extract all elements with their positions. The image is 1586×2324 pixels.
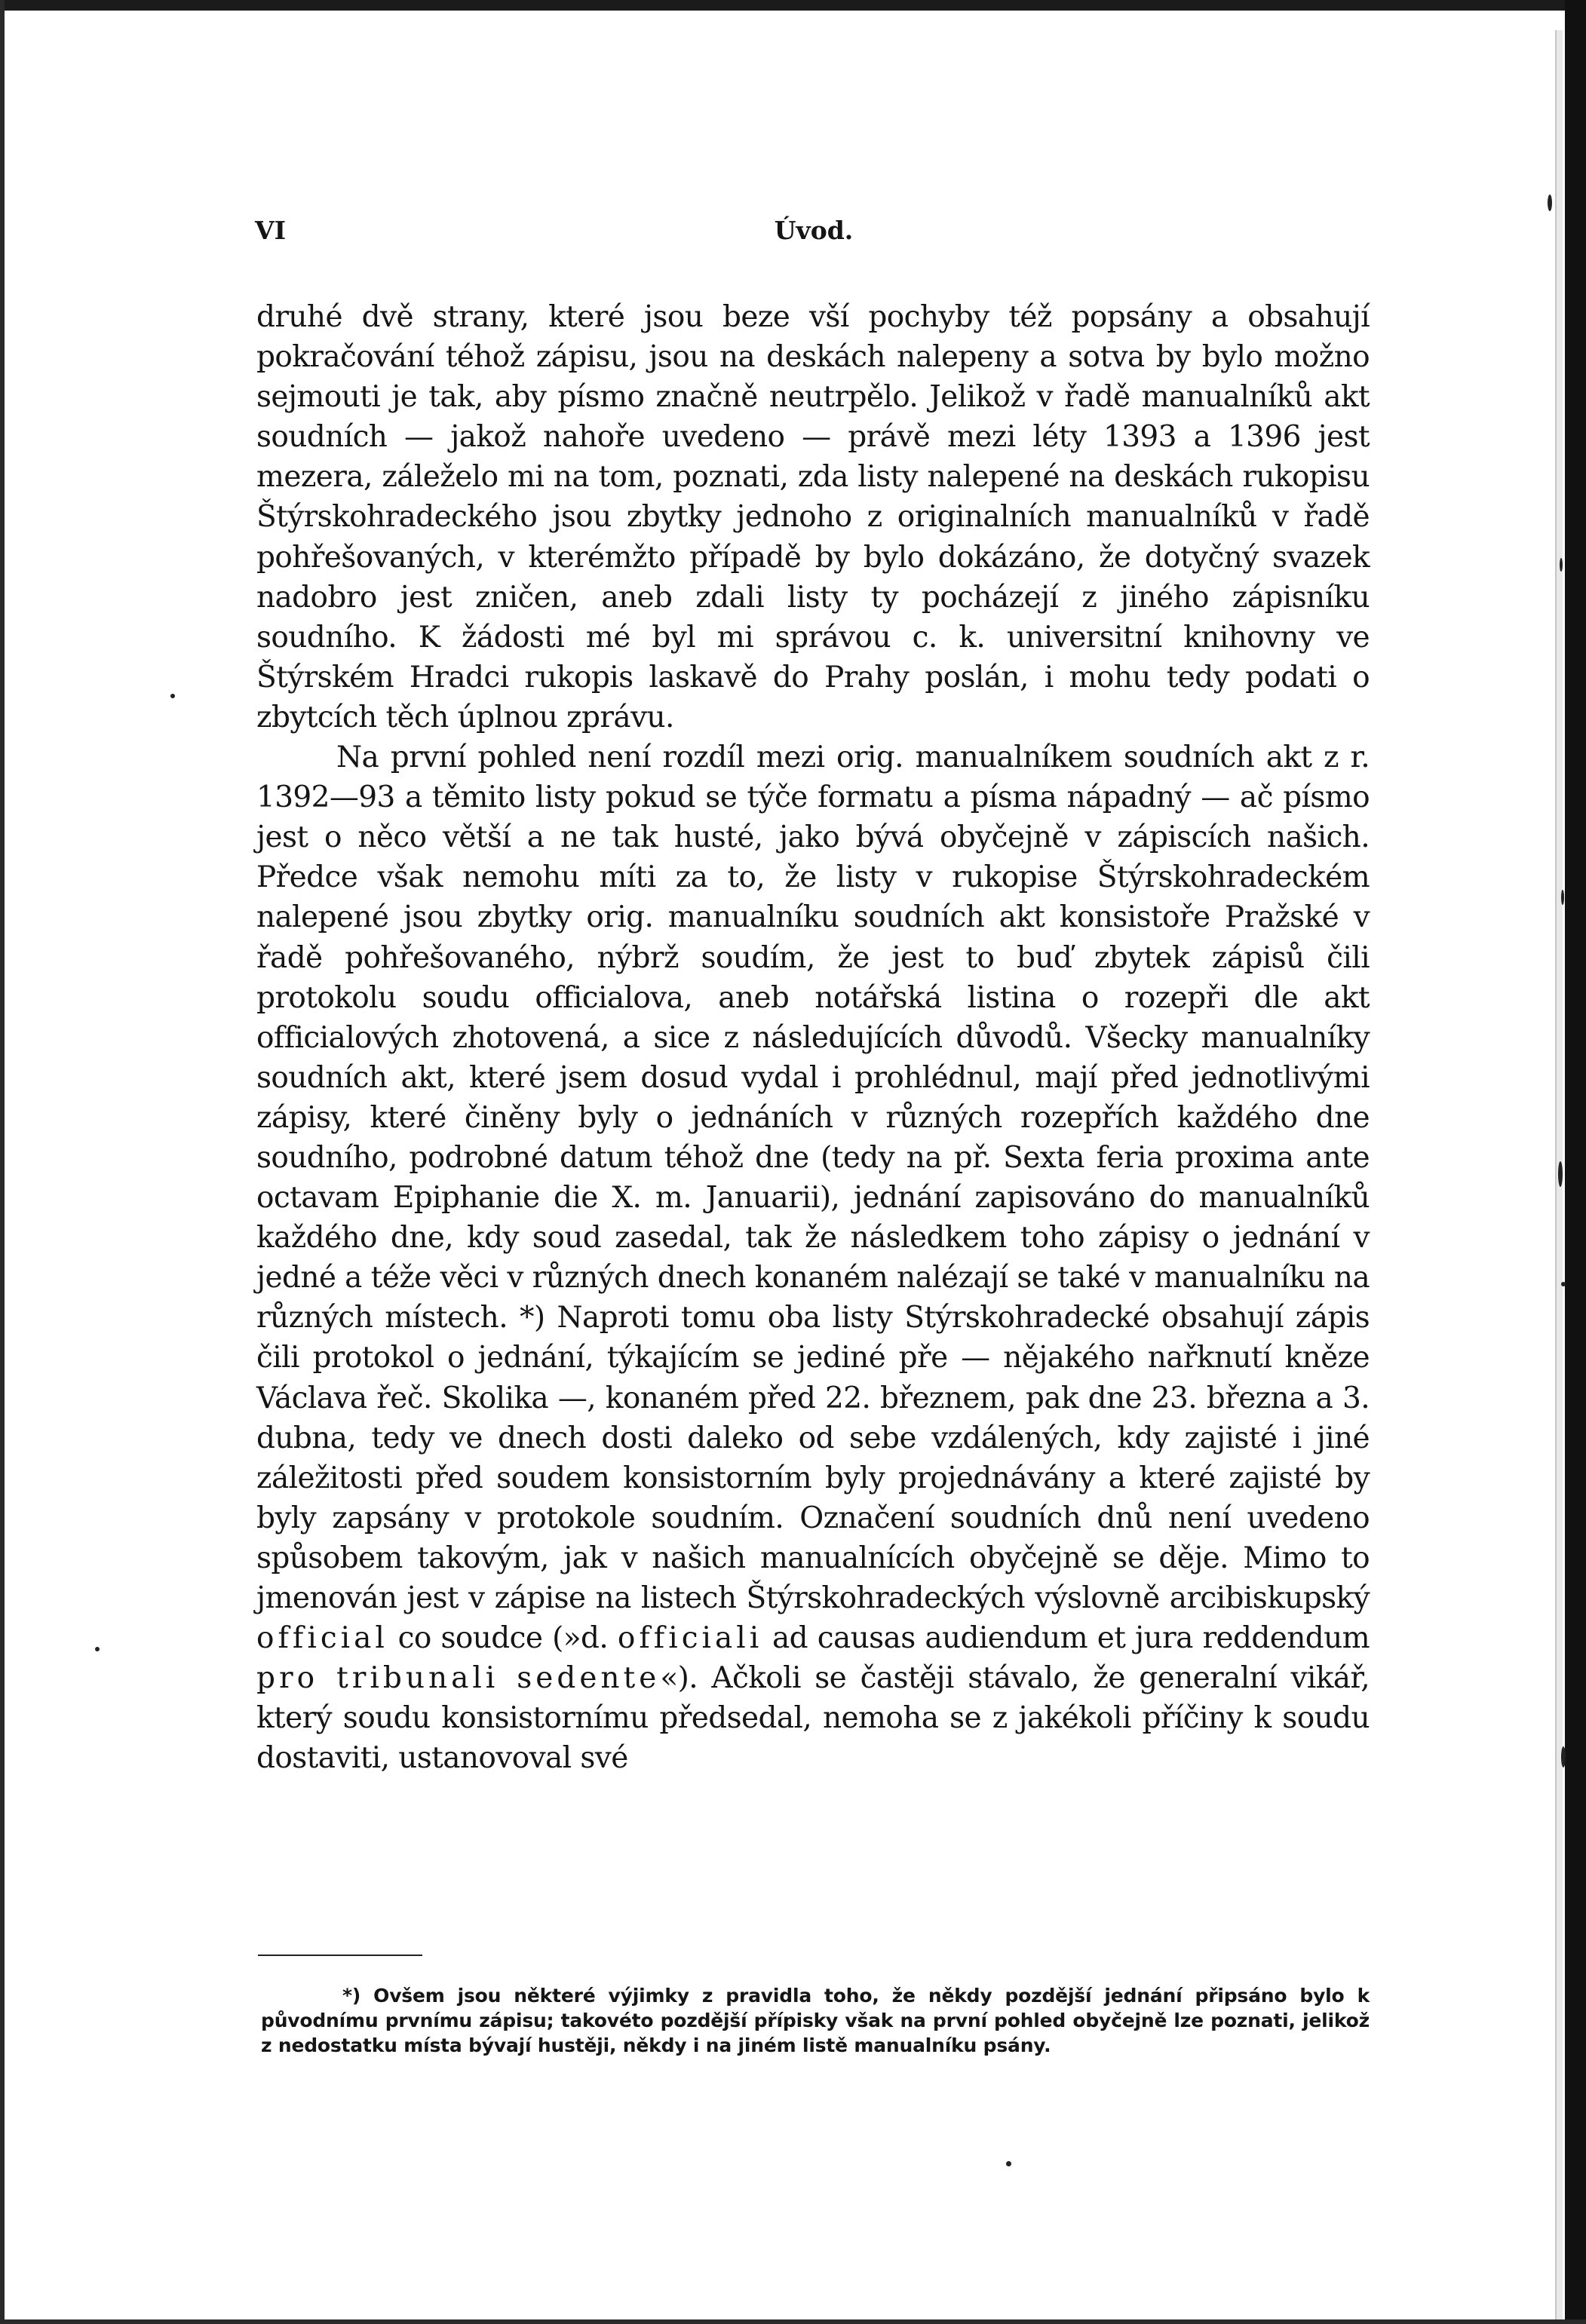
paragraph xyxy=(256,297,1370,737)
paragraph-text: druhé dvě strany, které jsou beze vší pochyby též popsány a obsahují pokračování téhož zápisu, jsou na deskách nalepeny a sotva by bylo možno sejmouti je tak, aby písmo značně neutrpělo. Jelikož v řadě manualníků akt soudních — jakož nahoře uvedeno — právě mezi léty 1393 a 1396 jest mezera, záleželo mi na tom, poznati, zda listy nalepené na deskách rukopisu Štýrskohradeckého jsou zbytky jednoho z originalních manualníků v řadě pohřešovaných, v kterémžto případě by bylo dokázáno, že dotyčný svazek nadobro jest zničen, aneb zdali listy ty pocházejí z jiného zápisníku soudního. K žádosti mé byl mi správou c. k. universitní knihovny ve Štýrském Hradci rukopis laskavě do Prahy poslán, i mohu tedy podati o zbytcích těch úplnou zprávu. xyxy=(256,300,1370,734)
speck xyxy=(1561,1746,1566,1768)
speck xyxy=(1548,195,1552,211)
running-title: Úvod. xyxy=(774,216,854,245)
footnote: *) Ovšem jsou některé výjimky z pravidla toho, že někdy pozdější jednání připsáno bylo k původnímu prvnímu zápisu; takovéto pozdější přípisky však na první pohled obyčejně lze poznati, jelikož z nedostatku místa bývají hustěji, někdy i na jiném listě manualníku psány. xyxy=(261,1985,1370,2056)
scan-border-right xyxy=(1565,0,1586,2324)
speck xyxy=(95,1647,100,1651)
body-text xyxy=(256,297,1370,1778)
speck xyxy=(1560,558,1563,572)
paragraph-text: ad causas audiendum et jura reddendum xyxy=(762,1621,1370,1656)
scan-border-left xyxy=(0,0,5,2324)
emphasis-spaced: pro tribunali sedente xyxy=(256,1661,661,1696)
scan-border-top xyxy=(0,0,1586,11)
paragraph-text: Na první pohled není rozdíl mezi orig. manualníkem soudních akt z r. 1392—93 a těmito listy pokud se týče formatu a písma nápadný — ač písmo jest o něco větší a ne tak husté, jako bývá obyčejně v zápiscích našich. Předce však nemohu míti za to, že listy v rukopise Štýrskohradeckém nalepené jsou zbytky orig. manualníku soudních akt konsistoře Pražské v řadě pohřešovaného, nýbrž soudím, že jest to buď zbytek zápisů čili protokolu soudu officialova, aneb notářská listina o rozepři dle akt officialových zhotovená, a sice z následujících důvodů. Všecky manualníky soudních akt, které jsem dosud vydal i prohlédnul, mají před jednotlivými zápisy, které činěny byly o jednáních v různých rozepřích každého dne soudního, podrobné datum téhož dne (tedy na př. Sexta feria proxima ante octavam Epiphanie die X. m. Januarii), jednání zapisováno do manualníků každého dne, kdy soud zasedal, tak že následkem toho zápisy o jednání v jedné a téže věci v různých dnech konaném nalézají se také v manualníku na různých místech. *) Naproti tomu oba listy Stýrskohradecké obsahují zápis čili protokol o jednání, týkajícím se jediné pře — nějakého nařknutí kněze Václava řeč. Skolika —, konaném před 22. březnem, pak dne 23. března a 3. dubna, tedy ve dnech dosti daleko od sebe vzdálených, kdy zajisté i jiné záležitosti před soudem konsistorním byly projednávány a které zajisté by byly zapsány v protokole soudním. Označení soudních dnů není uvedeno spůsobem takovým, jak v našich manualnících obyčejně se děje. Mimo to jmenován jest v zápise na listech Štýrskohradeckých výslovně arcibiskupský xyxy=(256,740,1370,1615)
speck xyxy=(170,694,175,698)
speck xyxy=(1561,890,1564,905)
paragraph xyxy=(256,737,1370,1778)
speck xyxy=(1561,1282,1566,1286)
footnote-rule xyxy=(258,1955,422,1956)
speck xyxy=(1558,1161,1563,1187)
scan-border-bottom xyxy=(0,2319,1586,2324)
page-number: VI xyxy=(255,216,287,245)
paragraph-text: «). Ačkoli se častěji stávalo, že generalní vikář, který soudu konsistornímu předsedal, nemoha se z jakékoli příčiny k soudu dostaviti, ustanovoval své xyxy=(256,1661,1370,1776)
paragraph-text: co soudce (»d. xyxy=(388,1621,618,1656)
emphasis-spaced: officiali xyxy=(617,1621,763,1656)
speck xyxy=(1006,2161,1011,2166)
running-head xyxy=(255,216,1373,253)
emphasis-spaced: official xyxy=(256,1621,388,1656)
